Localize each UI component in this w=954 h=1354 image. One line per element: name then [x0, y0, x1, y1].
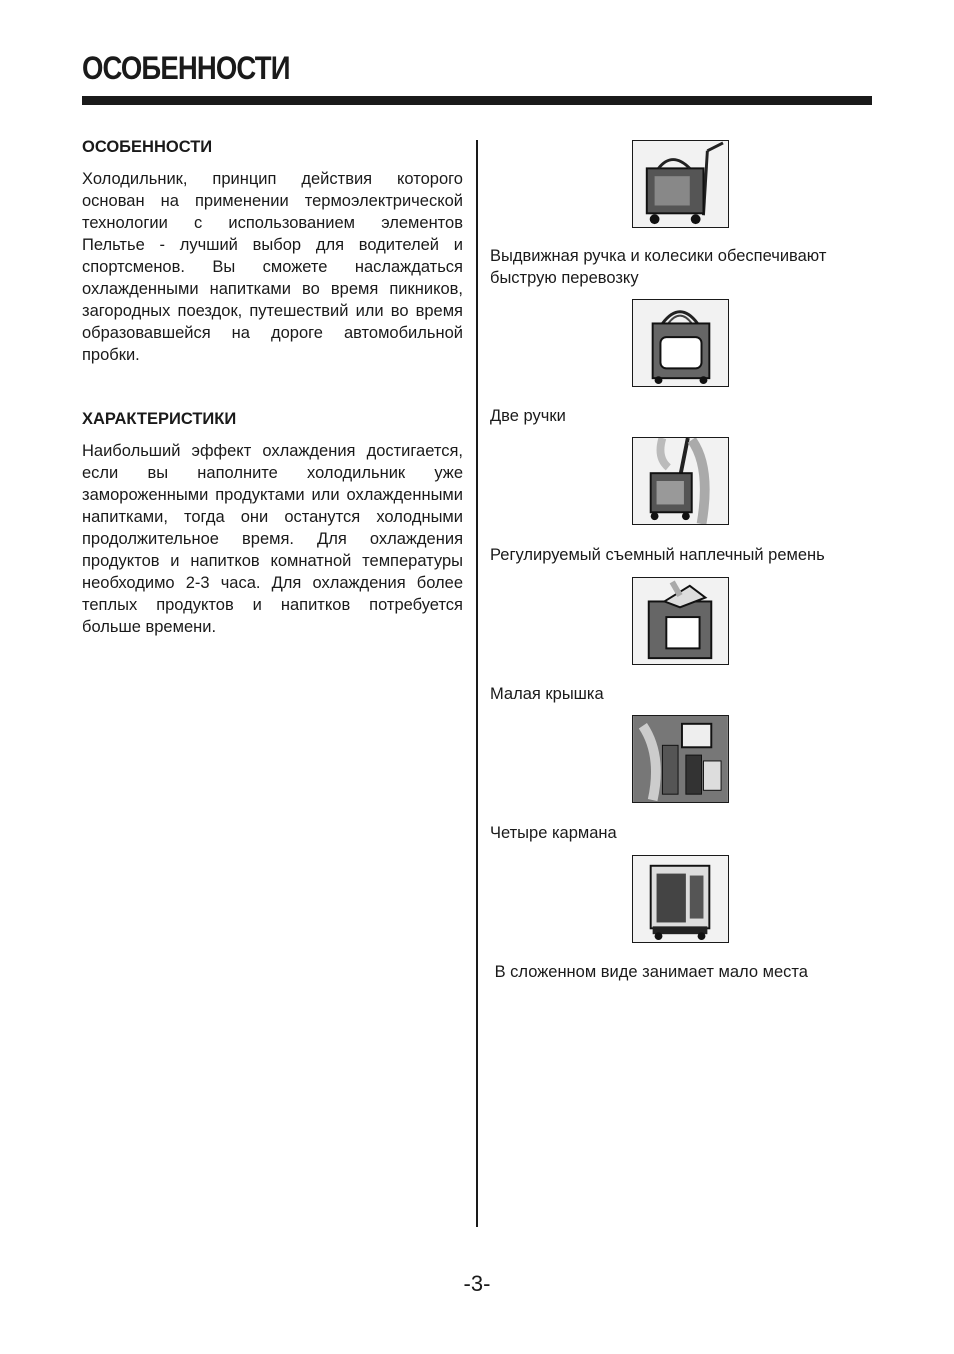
section-heading-characteristics: ХАРАКТЕРИСТИКИ — [82, 410, 237, 428]
feature-caption-folded: В сложенном виде занимает мало места — [490, 963, 808, 981]
page-title: ОСОБЕННОСТИ — [82, 50, 290, 86]
pockets-image — [632, 715, 729, 803]
feature-caption-lid: Малая крышка — [490, 685, 604, 703]
features-paragraph: Холодильник, принцип действия которого основан на применении термоэлектрической технологии с использованием элементов Пельтье - лучший выбор для водителей и спортсменов. Вы сможете наслаждаться охлажденными напитками во время пикников, загородных поездок, путешествий или во время образовавшейся на дороге автомобильной пробки. — [82, 170, 463, 364]
folded-bag-image — [632, 855, 729, 943]
handles-bag-image — [632, 299, 729, 387]
shoulder-strap-image — [632, 437, 729, 525]
page-number: -3- — [463, 1271, 491, 1296]
feature-caption-pockets: Четыре кармана — [490, 824, 617, 842]
title-rule — [82, 96, 872, 105]
trolley-bag-image — [632, 140, 729, 228]
characteristics-paragraph: Наибольший эффект охлаждения достигается, если вы наполните холодильник уже замороженными продуктами или охлажденными напитками, тогда они останутся холодными продолжительное время. Для охлаждения продуктов и напитков комнатной температуры необходимо 2-3 часа. Для охлаждения более теплых продуктов и напитков потребуется больше времени. — [82, 442, 463, 636]
feature-caption-strap: Регулируемый съемный наплечный ремень — [490, 546, 825, 564]
left-column — [82, 136, 463, 638]
feature-caption-trolley: Выдвижная ручка и колесики обеспечивают быструю перевозку — [490, 247, 827, 287]
column-divider — [476, 140, 478, 1227]
section-heading-features: ОСОБЕННОСТИ — [82, 138, 213, 156]
feature-caption-handles: Две ручки — [490, 407, 566, 425]
small-lid-image — [632, 577, 729, 665]
